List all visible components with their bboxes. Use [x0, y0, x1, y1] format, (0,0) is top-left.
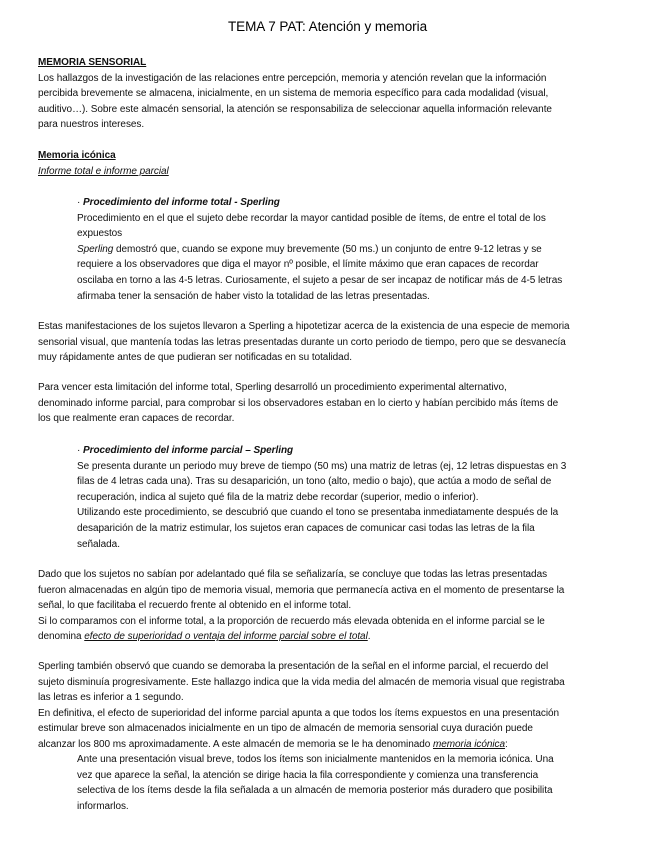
- bullet: ·: [77, 197, 84, 208]
- paragraph-line: afirmaba tener la sensación de haber visto la totalidad de las letras presentadas.: [77, 290, 430, 302]
- paragraph-line: auditivo…). Sobre este almacén sensorial, la atención se responsabiliza de seleccionar aquella información relevante: [38, 103, 552, 115]
- paragraph-line: Procedimiento en el que el sujeto debe recordar la mayor cantidad posible de ítems, de entre el total de los: [77, 212, 546, 224]
- procedure-title-text: Procedimiento del informe parcial – Sperling: [83, 445, 294, 456]
- section-heading: Memoria icónica: [38, 150, 116, 161]
- paragraph-informe-parcial: [38, 380, 610, 427]
- paragraph-line: Utilizando este procedimiento, se descubrió que cuando el tono se presentaba inmediatamente después de la: [77, 507, 559, 519]
- paragraph-line: recuperación, indica al sujeto qué fila de la matriz debe recordar (superior, medio o inferior).: [77, 491, 479, 503]
- paragraph-line: señalada.: [77, 538, 120, 550]
- paragraph-line: estimular breve son almacenados inicialmente en un tipo de almacén de memoria sensorial cuya duración puede: [38, 723, 533, 735]
- paragraph-line: Dado que los sujetos no sabían por adelantado qué fila se señalizaría, se concluye que todas las letras presentadas: [38, 569, 548, 580]
- paragraph-line: percibida brevemente se almacena, inicialmente, en un sistema de memoria específico para cada modalidad (visual,: [38, 88, 549, 100]
- paragraph-line: los que realmente eran capaces de recordar.: [38, 413, 235, 425]
- paragraph-text: alcanzar los 800 ms aproximadamente. A este almacén de memoria se le ha denominado: [38, 738, 433, 750]
- paragraph-line: para nuestros intereses.: [38, 119, 145, 131]
- section-memoria-sensorial: [38, 55, 610, 133]
- paragraph-demora: [38, 659, 610, 753]
- paragraph-line: sujeto disminuía progresivamente. Este hallazgo indica que la vida media del almacén de memoria visual que registraba: [38, 676, 565, 688]
- paragraph-line: denominado informe parcial, para comprobar si los observadores estaban en lo cierto y habían percibido más ítems de: [38, 397, 559, 409]
- paragraph-line: fueron almacenadas en algún tipo de memoria visual, memoria que permanecía activa en el momento de presentarse la: [38, 584, 565, 596]
- paragraph-line: vez que aparece la señal, la atención se dirige hacia la fila correspondiente y comienza una transferencia: [77, 769, 539, 781]
- paragraph-line: Ante una presentación visual breve, todos los ítems son inicialmente mantenidos en la memoria icónica. Una: [77, 754, 554, 765]
- paragraph-line: Los hallazgos de la investigación de las relaciones entre percepción, memoria y atención revelan que la información: [38, 72, 547, 84]
- paragraph-line: En definitiva, el efecto de superioridad del informe parcial apunta a que todos los ítems expuestos en una presentación: [38, 707, 560, 719]
- paragraph-text: demostró que, cuando se expone muy brevemente (50 ms.) un conjunto de entre 9-12 letras y se: [113, 243, 542, 255]
- paragraph-line: sensorial visual, que mantenía todas las letras presentadas durante un corto periodo de tiempo, pero que se desvanecía: [38, 336, 566, 348]
- paragraph-line: filas de 4 letras cada una). Tras su desaparición, un tono (alto, medio o bajo), que actúa a modo de señal de: [77, 476, 552, 488]
- paragraph-line: requiere a los observadores que diga el mayor nº posible, el límite máximo que eran capaces de recordar: [77, 259, 539, 271]
- paragraph-final: [77, 752, 614, 814]
- procedure-title: [77, 195, 614, 211]
- paragraph-line: Si lo comparamos con el informe total, a la proporción de recuerdo más elevada obtenida en el informe parcial se le: [38, 615, 545, 627]
- procedure-title: [77, 443, 614, 459]
- paragraph-line: [77, 242, 614, 258]
- paragraph-line: Sperling también observó que cuando se demoraba la presentación de la señal en el informe parcial, el recuerdo del: [38, 661, 549, 672]
- procedure-total: [77, 195, 614, 304]
- paragraph-line: Se presenta durante un periodo muy breve de tiempo (50 ms) una matriz de letras (ej, 12 letras dispuestas en 3: [77, 460, 567, 472]
- procedure-partial: [77, 443, 614, 552]
- paragraph-line: selectiva de los ítems desde la fila señalada a un almacén de memoria posterior más duradero que posibilita: [77, 785, 553, 797]
- paragraph-line: Estas manifestaciones de los sujetos llevaron a Sperling a hipotetizar acerca de la existencia de una especie de memoria: [38, 321, 570, 332]
- section-subheading: Informe total e informe parcial: [38, 165, 169, 177]
- paragraph-line: Para vencer esta limitación del informe total, Sperling desarrolló un procedimiento experimental alternativo,: [38, 382, 507, 393]
- paragraph-line: desaparición de la matriz estimular, los sujetos eran capaces de comunicar casi todas las letras de la fila: [77, 522, 535, 534]
- paragraph-line: expuestos: [77, 228, 123, 240]
- paragraph-line: oscilaba en torno a las 4-5 letras. Curiosamente, el sujeto a pesar de ser incapaz de notificar más de 4-5 letras: [77, 274, 563, 286]
- paragraph-hypothesis: [38, 319, 610, 366]
- sperling-name: Sperling: [77, 243, 114, 255]
- paragraph-text: :: [505, 738, 508, 750]
- paragraph-line: señal, lo que facilitaba el recuerdo frente al obtenido en el informe total.: [38, 600, 352, 612]
- page-title: TEMA 7 PAT: Atención y memoria: [227, 19, 428, 34]
- paragraph-text: denomina: [38, 631, 85, 643]
- emphasis-term: memoria icónica: [432, 738, 506, 750]
- paragraph-line: muy rápidamente antes de que pudieran ser notificadas en su totalidad.: [38, 352, 352, 364]
- bullet: ·: [77, 445, 84, 456]
- procedure-title-text: Procedimiento del informe total - Sperling: [83, 197, 280, 208]
- paragraph-line: [38, 629, 610, 645]
- paragraph-line: informarlos.: [77, 800, 129, 812]
- emphasis-term: efecto de superioridad o ventaja del informe parcial sobre el total: [84, 631, 368, 643]
- paragraph-line: [38, 737, 610, 753]
- paragraph-text: .: [367, 631, 371, 643]
- section-heading: MEMORIA SENSORIAL: [38, 57, 147, 68]
- section-memoria-iconica: [38, 148, 610, 179]
- paragraph-conclusion: [38, 567, 610, 645]
- paragraph-line: las letras es inferior a 1 segundo.: [38, 692, 184, 704]
